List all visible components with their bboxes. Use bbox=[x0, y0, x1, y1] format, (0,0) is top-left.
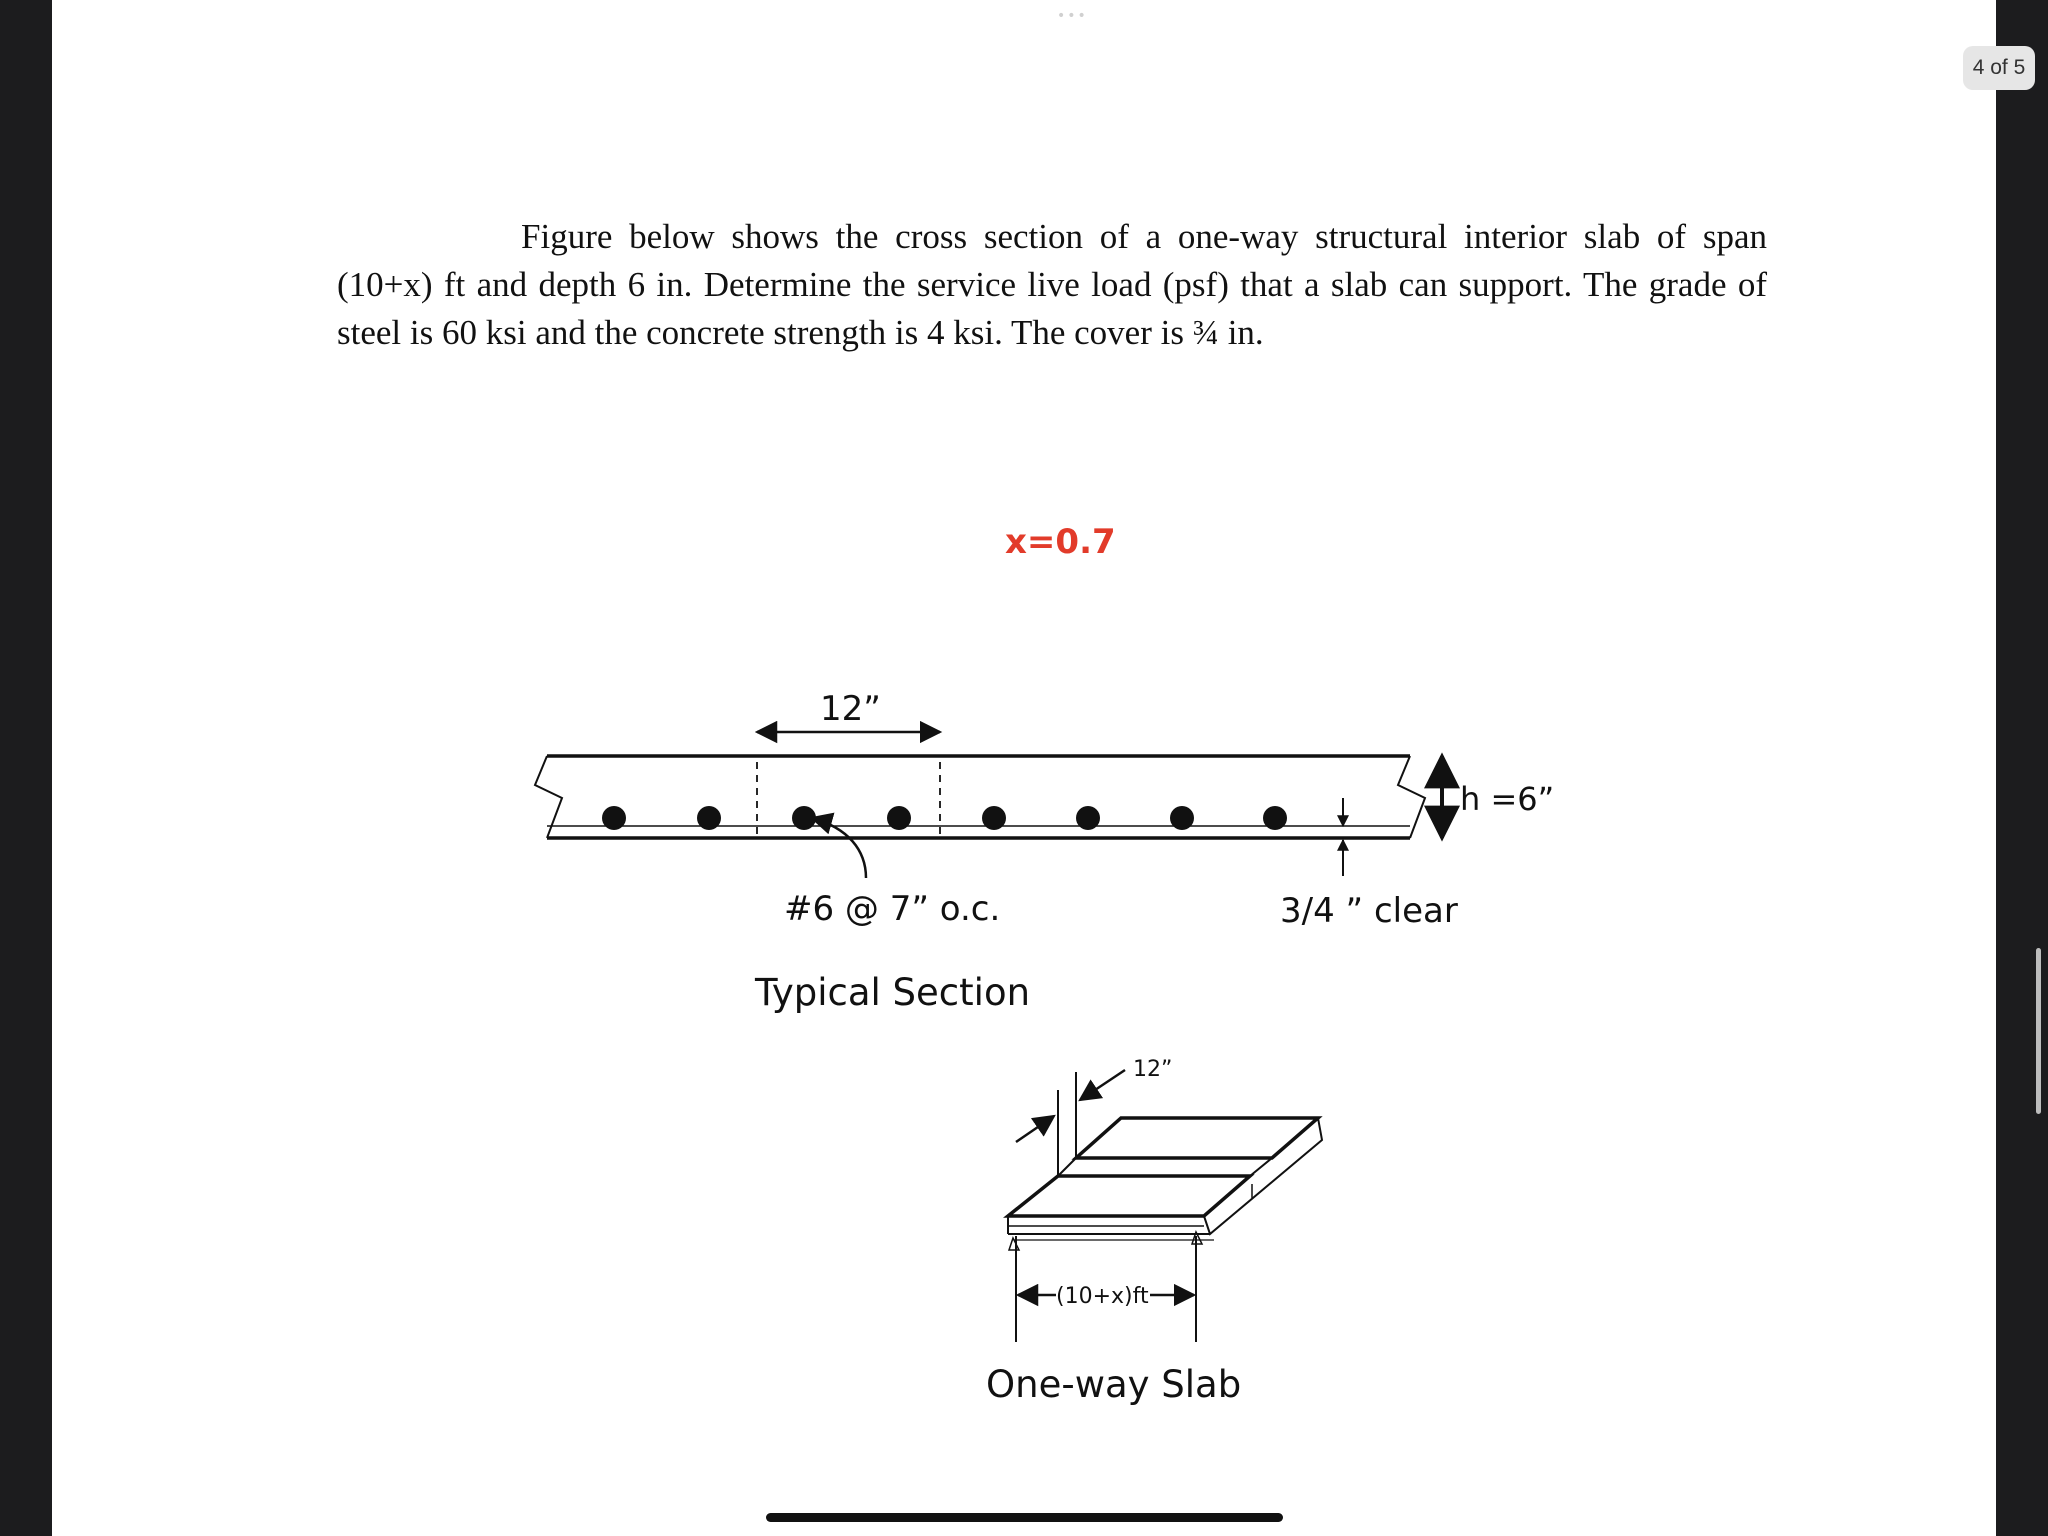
more-options-icon[interactable]: ••• bbox=[1057, 8, 1088, 24]
bar-spacing-label: #6 @ 7” o.c. bbox=[784, 889, 1001, 929]
one-way-slab-caption: One-way Slab bbox=[986, 1363, 1242, 1406]
rebar-dot bbox=[1170, 806, 1194, 830]
typical-section-diagram bbox=[535, 732, 1442, 878]
typical-section-caption: Typical Section bbox=[755, 971, 1031, 1014]
page-indicator: 4 of 5 bbox=[1963, 46, 2035, 90]
spacing-label: 12” bbox=[820, 689, 881, 729]
problem-statement: Figure below shows the cross section of a one-way structural interior slab of span (10+x) ft and depth 6 in. Determine the service live load (psf) that a slab can support. The grade of steel is 60 ksi and the concrete strength is 4 ksi. The cover is ¾ in. bbox=[337, 217, 1767, 352]
rebar-dot bbox=[1263, 806, 1287, 830]
span-label: (10+x)ft bbox=[1056, 1284, 1149, 1309]
rebar-dot bbox=[792, 806, 816, 830]
rebar-dot bbox=[982, 806, 1006, 830]
scrollbar[interactable] bbox=[2036, 948, 2041, 1114]
rebar-dot bbox=[1076, 806, 1100, 830]
home-indicator[interactable] bbox=[766, 1513, 1283, 1522]
rebar-dot bbox=[602, 806, 626, 830]
strip-width-label: 12” bbox=[1133, 1057, 1173, 1082]
rebar-dot bbox=[887, 806, 911, 830]
bar-leader-arrow bbox=[812, 818, 866, 878]
x-value-annotation: x=0.7 bbox=[1005, 522, 1116, 562]
cover-label: 3/4 ” clear bbox=[1280, 891, 1458, 931]
height-label: h =6” bbox=[1460, 780, 1555, 818]
rebar-dot bbox=[697, 806, 721, 830]
